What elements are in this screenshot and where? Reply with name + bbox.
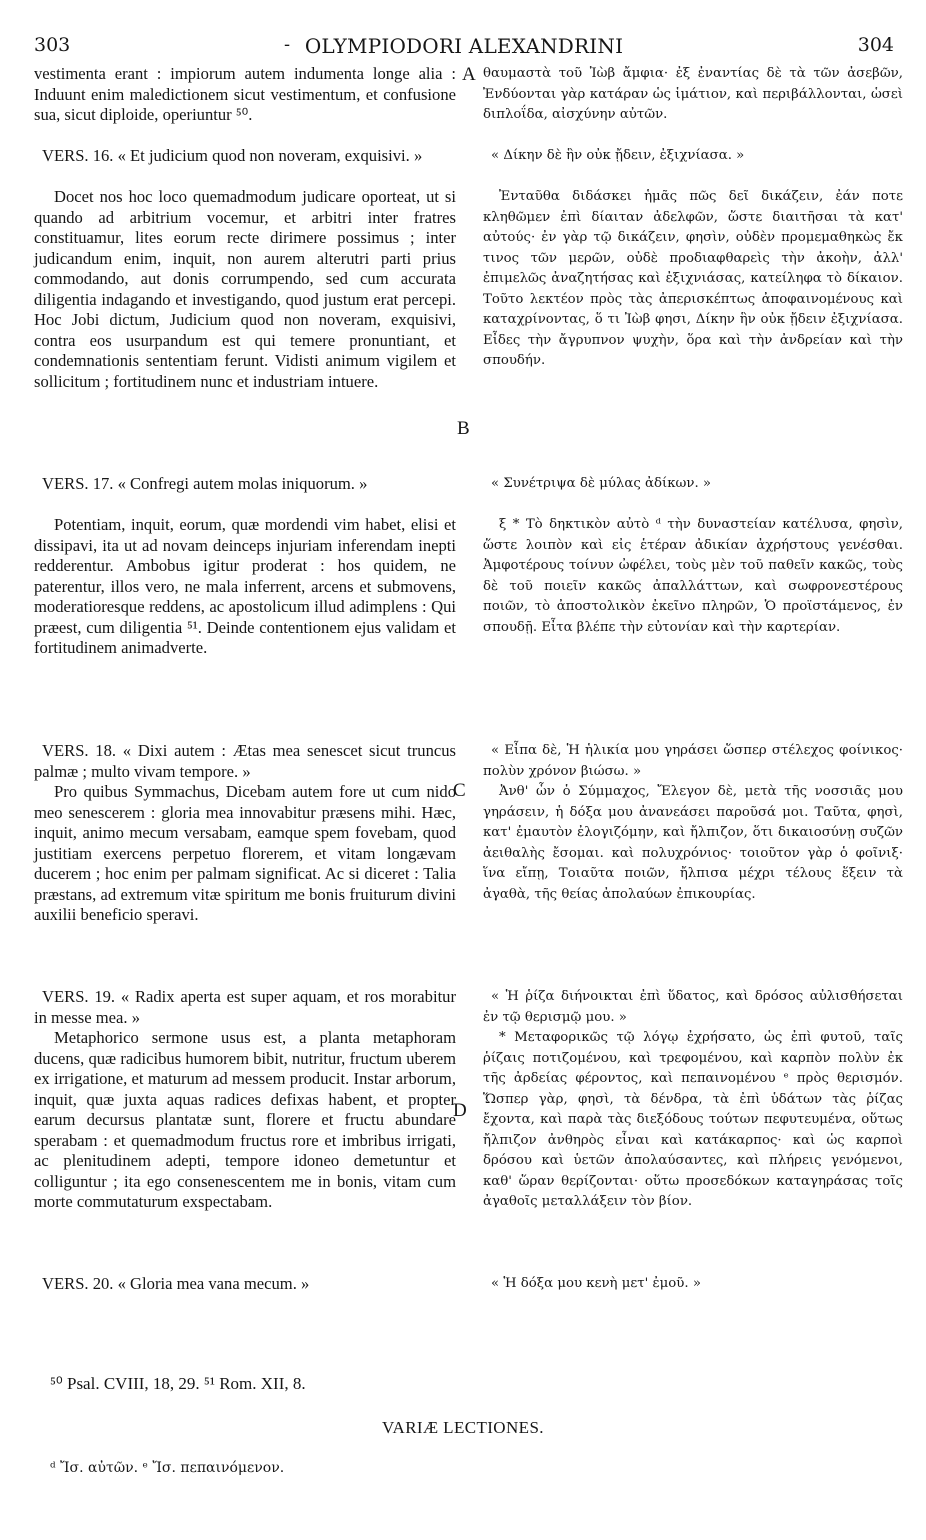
- latin-verse-19: VERS. 19. « Radix aperta est super aquam, et ros morabitur in messe mea. »: [34, 987, 456, 1027]
- margin-letter-d: D: [453, 1100, 467, 1121]
- page-title: OLYMPIODORI ALEXANDRINI: [304, 34, 624, 58]
- latin-commentary-18: Pro quibus Symmachus, Dicebam autem fore ut cum nido meo senescerem : gloria mea innovabitur præsens mihi. Hæc, inquit, animo mecum versabam, eamque spem fovebam, quod justitiam exercens perpetuo florerem, et vitam longævam ducerem ; hoc enim per palmam significat. Ac si diceret : Talia præstans, ad extremum vitæ spiritum me bonis fruiturum divini auxilii beneficio speravi.: [34, 782, 456, 924]
- greek-commentary-19: * Μεταφορικῶς τῷ λόγῳ ἐχρήσατο, ὡς ἐπὶ φυτοῦ, ταῖς ῥίζαις ποτιζομένου, καὶ τρεφομένου, καὶ καρπὸν πολὺν ἐκ τῆς ἀρδείας φέροντος, καὶ πεπαινομένου ᵉ πρὸς θερισμόν. Ὥσπερ γὰρ, φησὶ, τὰ δένδρα, τὰ ἐπὶ ὑδάτων τὰς ῥίζας ἔχοντα, καὶ παρὰ τὰς διεξόδους τούτων πεφυτευμένα, οὕτως ἤλπιζον ἀνθηρὸς εἶναι καὶ κατάκαρπος· καὶ ὡς καρποὶ δρόσου καὶ ὑετῶν ἀπολαύσαντες, καὶ πλήρεις γενόμενοι, καθ' ὥραν θερίζονται· οὕτω προσεδόκων καταγηράσας τοῖς ἀγαθοῖς μεταλλάξειν τὸν βίον.: [483, 1030, 903, 1209]
- greek-verse-16: « Δίκην δὲ ἣν οὐκ ᾔδειν, ἐξιχνίασα. »: [491, 148, 745, 163]
- footnotes: ⁵⁰ Psal. CVIII, 18, 29. ⁵¹ Rom. XII, 8.: [50, 1374, 306, 1393]
- margin-letter-c: C: [453, 780, 466, 801]
- greek-continuation: θαυμαστὰ τοῦ Ἰὼβ ἄμφια· ἐξ ἐναντίας δὲ τὰ τῶν ἀσεβῶν, Ἐνδύονται γὰρ κατάραν ὡς ἱμάτιον, καὶ περιβάλλονται, ὡσεὶ διπλοΐδα, αἰσχύνην αὐτῶν.: [483, 66, 903, 122]
- latin-verse-16: VERS. 16. « Et judicium quod non noveram, exquisivi. »: [42, 146, 423, 165]
- latin-verse-20: VERS. 20. « Gloria mea vana mecum. »: [42, 1274, 310, 1293]
- margin-letter-b: B: [457, 418, 470, 439]
- greek-commentary-16: Ἐνταῦθα διδάσκει ἡμᾶς πῶς δεῖ δικάζειν, ἐάν ποτε κληθῶμεν ἐπὶ δίαιταν ἀδελφῶν, ὥστε διαιτῆσαι τὰ κατ' αὐτούς· ἐν γὰρ τῷ δικάζειν, φησὶν, οὐδὲν προμεμαθηκὼς ἔκ τινος τῶν μερῶν, οὐδὲ προδιαφθαρεὶς τὴν ἀκοὴν, ἀλλ' ἐπιμελῶς ἀναζητήσας καὶ ἐξιχνιάσας, κατείληφα τὸ δίκαιον. Τοῦτο λεκτέον πρὸς τὰς ἀπερισκέπτως ἀποφαινομένους καὶ καταχρίνοντας, ὅ τι Ἰὼβ φησι, Δίκην ἣν οὐκ ᾔδειν ἐξιχνίασα. Εἶδες τὴν ἄγρυπνον ψυχὴν, ὅρα καὶ τὴν ἀνδρείαν καὶ τὴν σπουδήν.: [483, 189, 903, 368]
- greek-verse-18: « Εἶπα δὲ, Ἡ ἡλικία μου γηράσει ὥσπερ στέλεχος φοίνικος· πολὺν χρόνον βιώσω. »: [483, 743, 903, 779]
- greek-verse-17: « Συνέτριψα δὲ μύλας ἀδίκων. »: [491, 476, 712, 491]
- greek-verse-19: « Ἡ ῥίζα διήνοικται ἐπὶ ὕδατος, καὶ δρόσος αὐλισθήσεται ἐν τῷ θερισμῷ μου. »: [483, 989, 903, 1025]
- latin-commentary-17: Potentiam, inquit, eorum, quæ mordendi vim habet, elisi et dissipavi, ita ut ad novam deinceps injuriam inferendam inepti redderentur. Ambobus igitur proderat : hos quidem, ne paterentur, illos vero, ne mala inferrent, arcens et submovens, moderatioresque reddens, ac apostolicum illud adimplens : Qui præest, cum diligentia ⁵¹. Deinde contentionem ejus validam et fortitudinem animadverte.: [34, 515, 456, 657]
- variae-lectiones-title: VARIÆ LECTIONES.: [382, 1418, 544, 1437]
- latin-commentary-19: Metaphorico sermone usus est, a planta metaphoram ducens, quæ radicibus humorem bibit, nutritur, fructum uberem ex irrigatione, et maturum ad messem producit. Instar arborum, inquit, quæ juxta aquas radices defixas habent, et propter earum decursus plantatæ sunt, florere et fructu abundare sperabam : et quemadmodum fructus rore et imbribus irrigati, ac plenitudinem adepti, tempore idoneo demetuntur et colliguntur ; ita ego consenescentem me in bonis, vitam cum morte commutaturum exspectabam.: [34, 1028, 456, 1211]
- latin-continuation: vestimenta erant : impiorum autem indumenta longe alia : Induunt enim maledictionem sicut vestimentum, et confusione sua, sicut diploide, operiuntur ⁵⁰.: [34, 64, 456, 124]
- running-header: [34, 34, 894, 60]
- header-dash: -: [284, 34, 291, 55]
- page-number-right: 304: [857, 34, 894, 56]
- greek-verse-20: « Ἡ δόξα μου κενὴ μετ' ἐμοῦ. »: [491, 1276, 701, 1291]
- greek-commentary-17: ξ * Τὸ δηκτικὸν αὐτὸ ᵈ τὴν δυναστείαν κατέλυσα, φησὶν, ὥστε λοιπὸν καὶ εἰς ἑτέραν ἀδικίαν ἀχρήστους γενέσθαι. Ἀμφοτέρους τοίνυν ὠφέλει, τοὺς μὲν τοῦ παθεῖν κακῶς, τοὺς δὲ τοῦ ποιεῖν κακῶς ἀπαλλάττων, καὶ σωφρονεστέρους ποιῶν, τὸ ἀποστολικὸν ἐκεῖνο πληρῶν, Ὁ προϊστάμενος, ἐν σπουδῇ. Εἶτα βλέπε τὴν εὐτονίαν καὶ τὴν καρτερίαν.: [483, 517, 903, 635]
- latin-verse-17: VERS. 17. « Confregi autem molas iniquorum. »: [42, 474, 368, 493]
- greek-commentary-18: Ἀνθ' ὧν ὁ Σύμμαχος, Ἔλεγον δὲ, μετὰ τῆς νοσσιᾶς μου γηράσειν, ἡ δόξα μου ἀνανεάσει παροῦσά μοι. Ταῦτα, φησὶ, κατ' ἐμαυτὸν ἐλογιζόμην, καὶ ἤλπιζον, ὅτι δικαιοσύνῃ συζῶν ἀειθαλὴς ἔσομαι. καὶ πολυχρόνιος· τοιοῦτον γὰρ ὁ φοῖνιξ· ἵνα εἴπῃ, Τοιαῦτα ποιῶν, ἤλπισα μέχρι τέλους ἕξειν τὰ ἀγαθὰ, τῆς θείας ἀπολαύων ἐπικουρίας.: [483, 784, 903, 902]
- latin-commentary-16: Docet nos hoc loco quemadmodum judicare oporteat, ut si quando ad arbitrium vocemur, et arbitri inter fratres constituamur, lites eorum recte dirimere possimus ; inter judicandum enim, inquit, non aurem alterutri parti prius commodando, aut donis corrumpendo, sed cum accurata diligentia indagando et investigando, quod justum erat percepi. Hoc Jobi dictum, Judicium quod non noveram, exquisivi, contra eos usurpandum est qui temere pronuntiant, et condemnationis sententiam ferunt. Vidisti animum vigilem et sollicitum ; fortitudinem nunc et industriam intuere.: [34, 187, 456, 391]
- greek-column: [483, 64, 903, 1295]
- latin-column: [34, 64, 456, 1295]
- page-number-left: 303: [34, 34, 71, 56]
- variae-lectiones-notes: ᵈ Ἴσ. αὐτῶν. ᵉ Ἴσ. πεπαινόμενον.: [50, 1460, 285, 1476]
- margin-letter-a: A: [462, 64, 476, 85]
- latin-verse-18: VERS. 18. « Dixi autem : Ætas mea senescet sicut truncus palmæ ; multo vivam tempore. »: [34, 741, 456, 781]
